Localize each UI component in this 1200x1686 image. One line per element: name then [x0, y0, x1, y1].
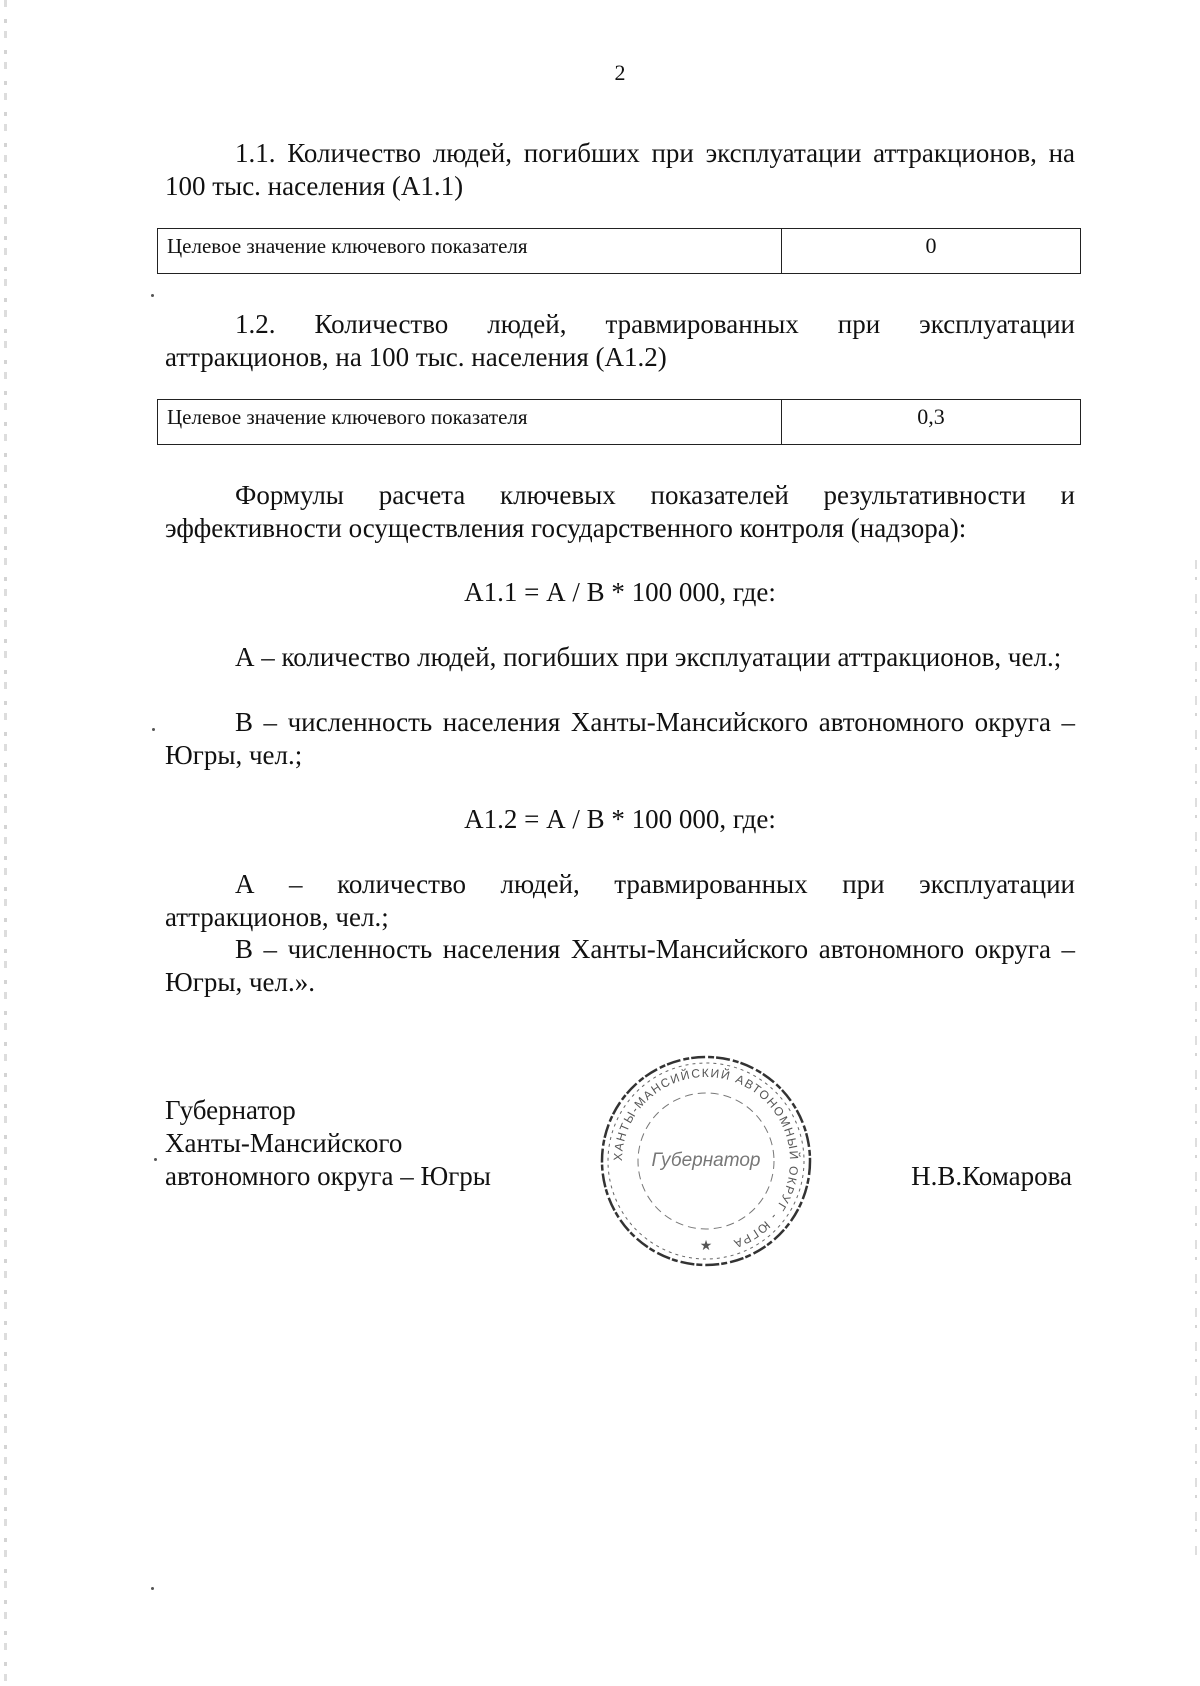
signatory-title-line: автономного округа – Югры	[165, 1161, 491, 1191]
kpi-table-1-2	[157, 399, 1081, 445]
kpi-label: Целевое значение ключевого показателя	[158, 400, 782, 444]
scan-speck	[151, 294, 154, 297]
signatory-title-line: Губернатор	[165, 1095, 296, 1125]
section-1-1-heading: 1.1. Количество людей, погибших при эксплуатации аттракционов, на 100 тыс. населения (А1.1)	[165, 138, 1075, 201]
kpi-label: Целевое значение ключевого показателя	[158, 229, 782, 273]
scan-speck	[151, 1587, 154, 1590]
signatory-title	[165, 1094, 491, 1193]
svg-text:★: ★	[699, 1237, 713, 1253]
formula-2-b-definition: В – численность населения Ханты-Мансийского автономного округа – Югры, чел.».	[165, 934, 1075, 997]
signatory-name: Н.В.Комарова	[911, 1161, 1072, 1191]
formula-1-a-definition: А – количество людей, погибших при эксплуатации аттракционов, чел.;	[235, 642, 1062, 672]
page-number: 2	[614, 60, 626, 85]
formula-a1-2: А1.2 = А / В * 100 000, где:	[464, 804, 776, 834]
seal-text: ХАНТЫ-МАНСИЙСКИЙ АВТОНОМНЫЙ ОКРУГ - ЮГРА	[610, 1065, 802, 1252]
kpi-table-1-1	[157, 228, 1081, 274]
formula-2-a-definition: А – количество людей, травмированных при эксплуатации аттракционов, чел.;	[165, 869, 1075, 932]
seal-center-text: Губернатор	[651, 1150, 761, 1171]
kpi-value: 0	[925, 233, 937, 258]
formula-1-b-definition: В – численность населения Ханты-Мансийского автономного округа – Югры, чел.;	[165, 707, 1075, 770]
formulas-intro: Формулы расчета ключевых показателей результативности и эффективности осуществления государственного контроля (надзора):	[165, 480, 1075, 543]
scan-edge-left	[4, 0, 7, 1686]
scan-speck	[154, 1158, 157, 1161]
formula-a1-1: А1.1 = А / В * 100 000, где:	[464, 577, 776, 607]
kpi-value: 0,3	[917, 404, 945, 429]
scan-edge-right	[1195, 560, 1197, 1560]
signatory-title-line: Ханты-Мансийского	[165, 1128, 403, 1158]
scan-speck	[152, 728, 155, 731]
official-seal	[596, 1050, 816, 1272]
section-1-2-heading: 1.2. Количество людей, травмированных при эксплуатации аттракционов, на 100 тыс. населения (А1.2)	[165, 309, 1075, 372]
